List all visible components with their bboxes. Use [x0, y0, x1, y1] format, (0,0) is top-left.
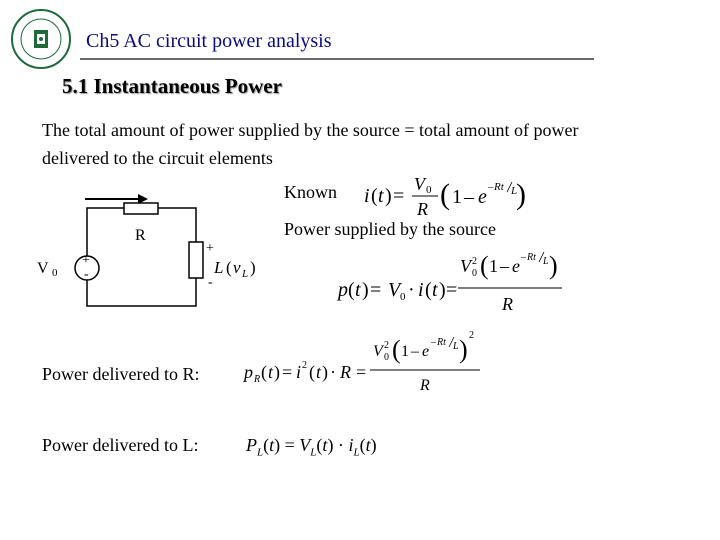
svg-text:i: i: [418, 279, 424, 301]
svg-text:·: ·: [330, 362, 336, 382]
svg-text:): ): [274, 362, 280, 382]
svg-text:(: (: [480, 251, 489, 280]
svg-text:=: =: [282, 362, 293, 382]
resistor-label: R: [135, 227, 146, 244]
svg-text:=: =: [356, 362, 367, 382]
svg-text:–: –: [411, 343, 419, 360]
svg-text:–: –: [431, 337, 436, 348]
inductor-symbol: [189, 242, 203, 278]
svg-text:0: 0: [472, 268, 477, 279]
svg-text:R: R: [254, 374, 261, 385]
svg-text:i: i: [296, 362, 302, 382]
svg-text:): ): [322, 362, 328, 382]
svg-text:V: V: [373, 343, 383, 360]
inductor-plus: +: [206, 241, 214, 256]
inductor-minus: -: [208, 275, 213, 290]
inductor-voltage-label: v: [233, 258, 241, 277]
svg-text:): ): [385, 185, 392, 207]
svg-text:1: 1: [401, 343, 409, 360]
svg-text:V: V: [388, 279, 401, 301]
svg-text:Rt: Rt: [494, 181, 504, 193]
svg-text:2: 2: [302, 360, 307, 371]
svg-text:): ): [516, 178, 526, 211]
svg-text:Rt: Rt: [437, 337, 446, 348]
svg-text:t: t: [268, 362, 274, 382]
svg-text:p: p: [338, 279, 348, 301]
svg-text:t: t: [432, 279, 438, 301]
resistor-symbol: [124, 203, 158, 214]
svg-text:–: –: [500, 256, 509, 276]
svg-text:(: (: [425, 279, 432, 301]
svg-text:–: –: [464, 186, 474, 208]
svg-text:·: ·: [408, 279, 415, 301]
svg-text:(: (: [371, 185, 378, 207]
title-divider: [80, 58, 594, 60]
inductor-power-label: Power delivered to L:: [42, 435, 199, 455]
svg-text:R: R: [417, 199, 428, 219]
source-label: V: [37, 260, 49, 277]
svg-text:0: 0: [426, 184, 432, 196]
source-power-formula: [334, 242, 574, 314]
svg-text:t: t: [355, 279, 361, 301]
svg-text:e: e: [512, 256, 520, 276]
svg-text:t: t: [316, 362, 322, 382]
svg-text:=: =: [370, 279, 382, 301]
svg-text:=: =: [446, 279, 458, 301]
svg-text:L: L: [511, 185, 518, 197]
circuit-diagram: [30, 180, 270, 320]
svg-text:2: 2: [472, 256, 477, 267]
svg-text:(: (: [440, 178, 450, 211]
svg-text:L: L: [453, 341, 459, 352]
intro-line-1: The total amount of power supplied by the source = total amount of power: [42, 120, 579, 140]
svg-text:1: 1: [452, 186, 462, 208]
source-plus: +: [82, 253, 90, 268]
svg-text:(: (: [309, 362, 315, 382]
svg-text:t: t: [378, 185, 384, 207]
inductor-label: L: [214, 258, 224, 277]
svg-text:V: V: [460, 256, 471, 276]
svg-text:): ): [250, 258, 256, 277]
source-power-label: Power supplied by the source: [284, 219, 496, 239]
svg-text:–: –: [488, 181, 494, 193]
university-logo: [10, 8, 72, 70]
svg-text:R: R: [420, 377, 430, 394]
svg-text:–: –: [521, 252, 526, 263]
svg-text:p: p: [244, 362, 253, 382]
svg-text:2: 2: [469, 330, 474, 341]
section-title: 5.1 Instantaneous Power: [62, 74, 282, 98]
resistor-power-formula: [240, 326, 490, 404]
svg-text:(: (: [261, 362, 267, 382]
svg-text:1: 1: [489, 256, 498, 276]
source-minus: -: [84, 267, 89, 282]
slide-title: Ch5 AC circuit power analysis: [86, 30, 332, 52]
svg-text:V: V: [414, 174, 425, 194]
svg-text:): ): [549, 251, 558, 280]
svg-text:): ): [362, 279, 369, 301]
current-formula: [360, 170, 530, 220]
svg-text:(: (: [392, 335, 401, 364]
svg-text:=: =: [393, 185, 405, 207]
resistor-power-label: Power delivered to R:: [42, 364, 200, 384]
svg-text:i: i: [364, 185, 370, 207]
svg-text:(: (: [348, 279, 355, 301]
svg-text:0: 0: [400, 291, 406, 303]
svg-text:0: 0: [384, 352, 389, 363]
inductor-power-formula: $P_L(t) = V_L(t) \cdot i_L(t)$: [246, 435, 377, 459]
svg-text:R: R: [340, 362, 351, 382]
svg-text:Rt: Rt: [527, 252, 536, 263]
svg-text:R: R: [502, 294, 513, 314]
svg-text:): ): [439, 279, 446, 301]
svg-text:(: (: [226, 258, 232, 277]
known-label: Known: [284, 182, 337, 202]
svg-text:e: e: [478, 186, 487, 208]
inductor-voltage-subscript: L: [242, 268, 249, 280]
svg-text:2: 2: [384, 340, 389, 351]
svg-text:e: e: [422, 343, 430, 360]
svg-text:L: L: [543, 256, 549, 267]
intro-line-2: delivered to the circuit elements: [42, 148, 273, 168]
source-subscript: 0: [52, 267, 58, 279]
svg-text:): ): [459, 335, 468, 364]
